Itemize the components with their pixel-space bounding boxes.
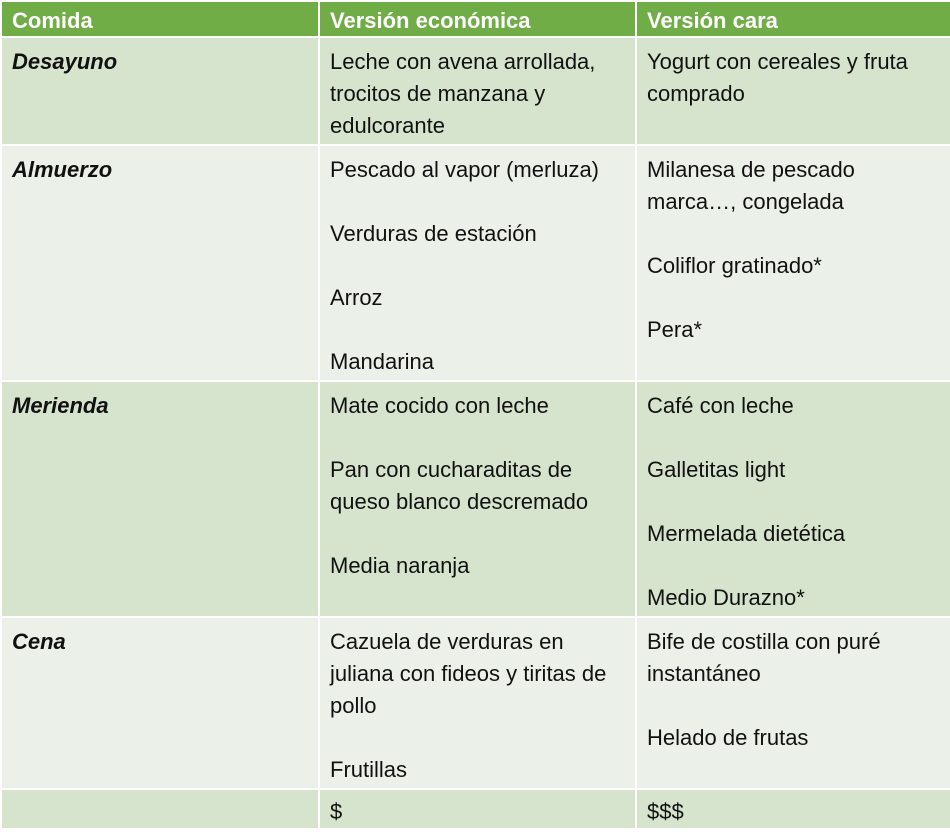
footer-empty-cell [1,789,319,829]
economica-cell [319,37,636,145]
cara-cell [636,617,950,789]
cell-line: Pan con cucharaditas de queso blanco descremado [330,457,589,514]
cell-line: Mandarina [330,349,434,374]
cell-line: Pera* [647,317,703,342]
cell-line: Mermelada dietética [647,521,846,546]
meal-name: Cena [1,617,319,789]
cara-cell [636,381,950,617]
cell-line: Cazuela de verduras en juliana con fideos y tiritas de pollo [330,629,607,718]
cell-line: Café con leche [647,393,794,418]
header-comida: Comida [1,1,319,37]
cost-economica: $ [319,789,636,829]
meal-name: Almuerzo [1,145,319,381]
meal-name: Desayuno [1,37,319,145]
cell-line: Milanesa de pescado marca…, congelada [647,157,855,214]
cell-line: Media naranja [330,553,470,578]
cell-line: Pescado al vapor (merluza) [330,157,600,182]
footer-row [1,789,950,829]
cell-line: Verduras de estación [330,221,537,246]
economica-cell [319,617,636,789]
table-row [1,145,950,381]
economica-cell [319,145,636,381]
meal-name: Merienda [1,381,319,617]
cell-line: Coliflor gratinado* [647,253,822,278]
cell-line: Helado de frutas [647,725,809,750]
cell-line: Galletitas light [647,457,786,482]
cost-cara: $$$ [636,789,950,829]
cell-line: Yogurt con cereales y fruta comprado [647,49,908,106]
table-row [1,37,950,145]
header-version-cara: Versión cara [636,1,950,37]
cell-line: Medio Durazno* [647,585,805,610]
cara-cell [636,145,950,381]
cell-line: Arroz [330,285,383,310]
cell-line: Leche con avena arrollada, trocitos de manzana y edulcorante [330,49,596,138]
header-row [1,1,950,37]
cell-line: Frutillas [330,757,408,782]
cell-line: Bife de costilla con puré instantáneo [647,629,881,686]
table-row [1,617,950,789]
cell-line: Mate cocido con leche [330,393,549,418]
header-version-economica: Versión económica [319,1,636,37]
table-row [1,381,950,617]
economica-cell [319,381,636,617]
cara-cell [636,37,950,145]
